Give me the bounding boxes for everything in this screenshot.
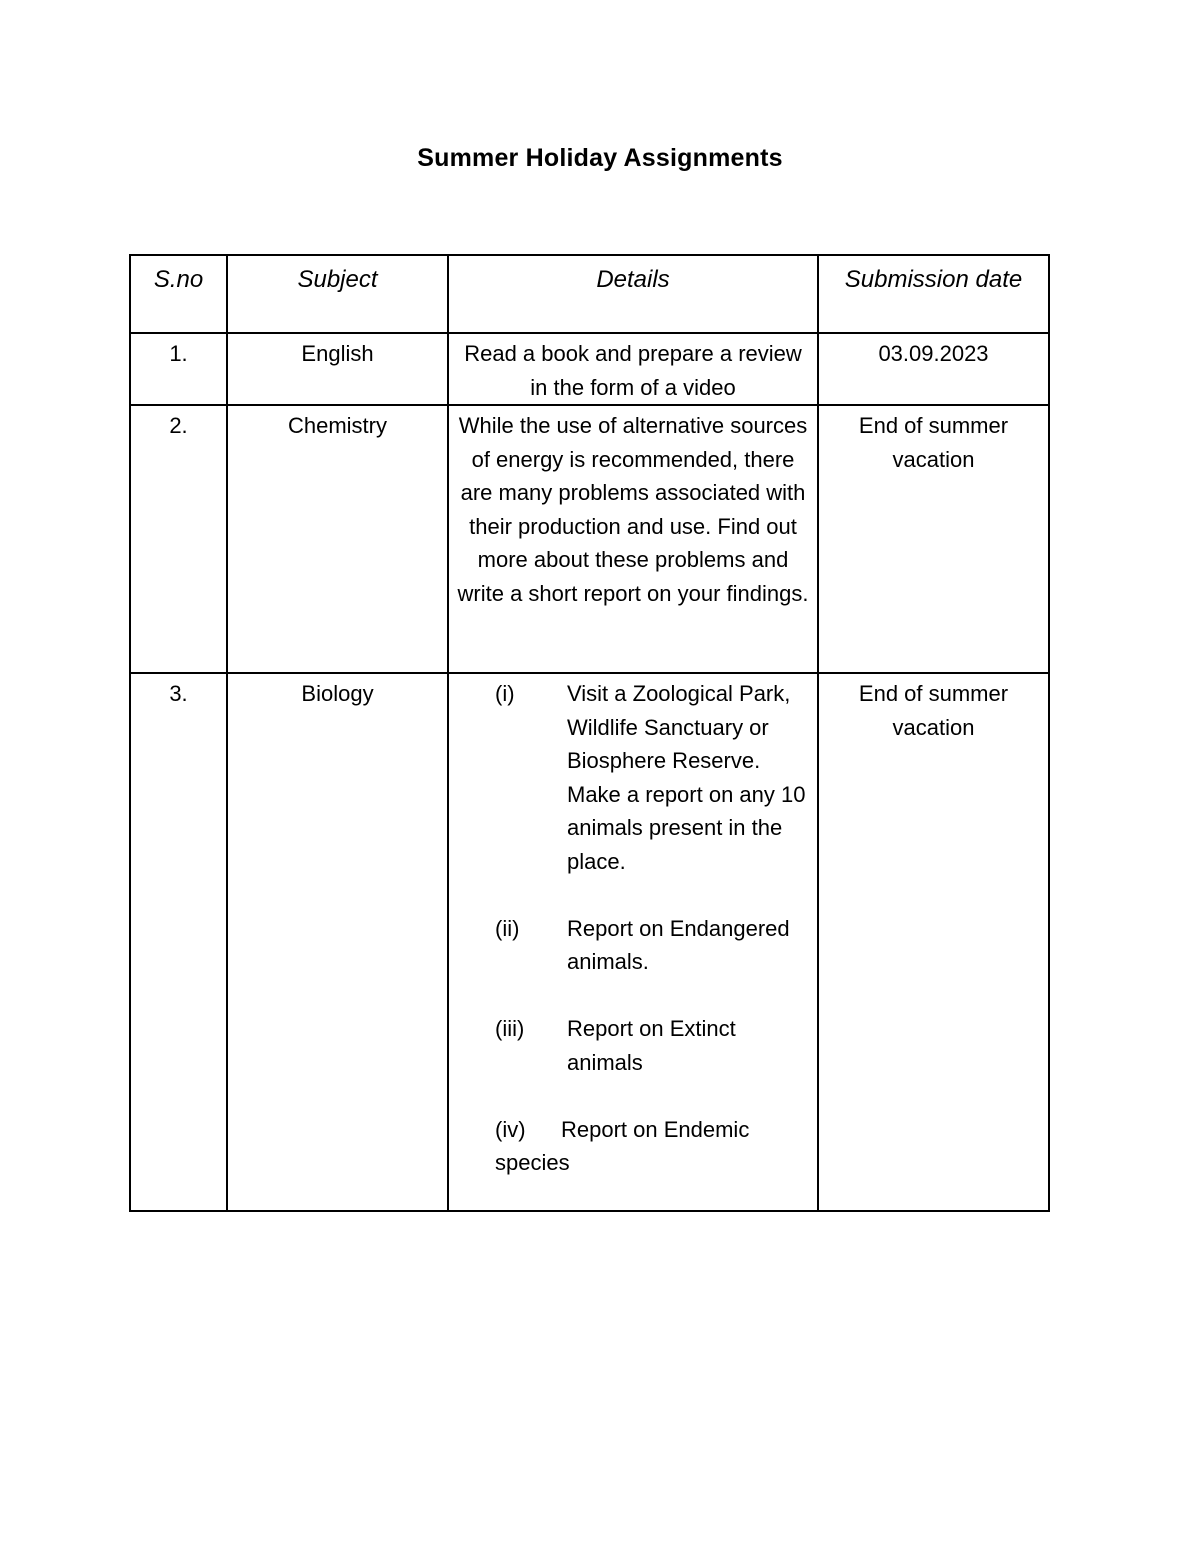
list-item bbox=[453, 1113, 813, 1180]
list-item-text: Visit a Zoological Park, Wildlife Sanctuary or Biosphere Reserve. Make a report on any 10 animals present in the place. bbox=[567, 681, 806, 874]
list-item-number: (iii) bbox=[495, 1016, 525, 1041]
cell-sno: 1. bbox=[130, 333, 227, 405]
list-item-text: Report on Endangered animals. bbox=[567, 915, 790, 974]
list-item-text: Report on Extinct animals bbox=[567, 1016, 736, 1075]
list-item bbox=[453, 677, 813, 878]
list-item-text: Report on Endemic species bbox=[495, 1116, 750, 1175]
list-item-number: (ii) bbox=[495, 915, 520, 941]
page-title: Summer Holiday Assignments bbox=[417, 144, 783, 172]
cell-submission-date: End of summer vacation bbox=[818, 405, 1049, 673]
assignments-table-wrapper bbox=[129, 254, 1048, 1212]
cell-submission-date: End of summer vacation bbox=[818, 673, 1049, 1211]
assignments-table bbox=[129, 254, 1050, 1212]
cell-details: Read a book and prepare a review in the form of a video bbox=[448, 333, 818, 405]
cell-sno: 2. bbox=[130, 405, 227, 673]
cell-subject: English bbox=[227, 333, 448, 405]
header-details: Details bbox=[448, 255, 818, 333]
cell-subject: Biology bbox=[227, 673, 448, 1211]
header-subject: Subject bbox=[227, 255, 448, 333]
cell-details: While the use of alternative sources of energy is recommended, there are many problems associated with their production and use. Find out more about these problems and write a short report on your findings. bbox=[448, 405, 818, 673]
header-submission-date: Submission date bbox=[818, 255, 1049, 333]
header-sno: S.no bbox=[130, 255, 227, 333]
list-item-number: (iv) bbox=[495, 1116, 526, 1142]
biology-task-list bbox=[453, 677, 813, 1180]
list-item bbox=[453, 1012, 813, 1079]
cell-subject: Chemistry bbox=[227, 405, 448, 673]
table-row bbox=[130, 333, 1049, 405]
table-row bbox=[130, 405, 1049, 673]
cell-submission-date: 03.09.2023 bbox=[818, 333, 1049, 405]
list-item-number: (i) bbox=[495, 681, 515, 706]
cell-details bbox=[448, 673, 818, 1211]
table-header-row bbox=[130, 255, 1049, 333]
cell-sno: 3. bbox=[130, 673, 227, 1211]
list-item bbox=[453, 912, 813, 979]
table-row bbox=[130, 673, 1049, 1211]
